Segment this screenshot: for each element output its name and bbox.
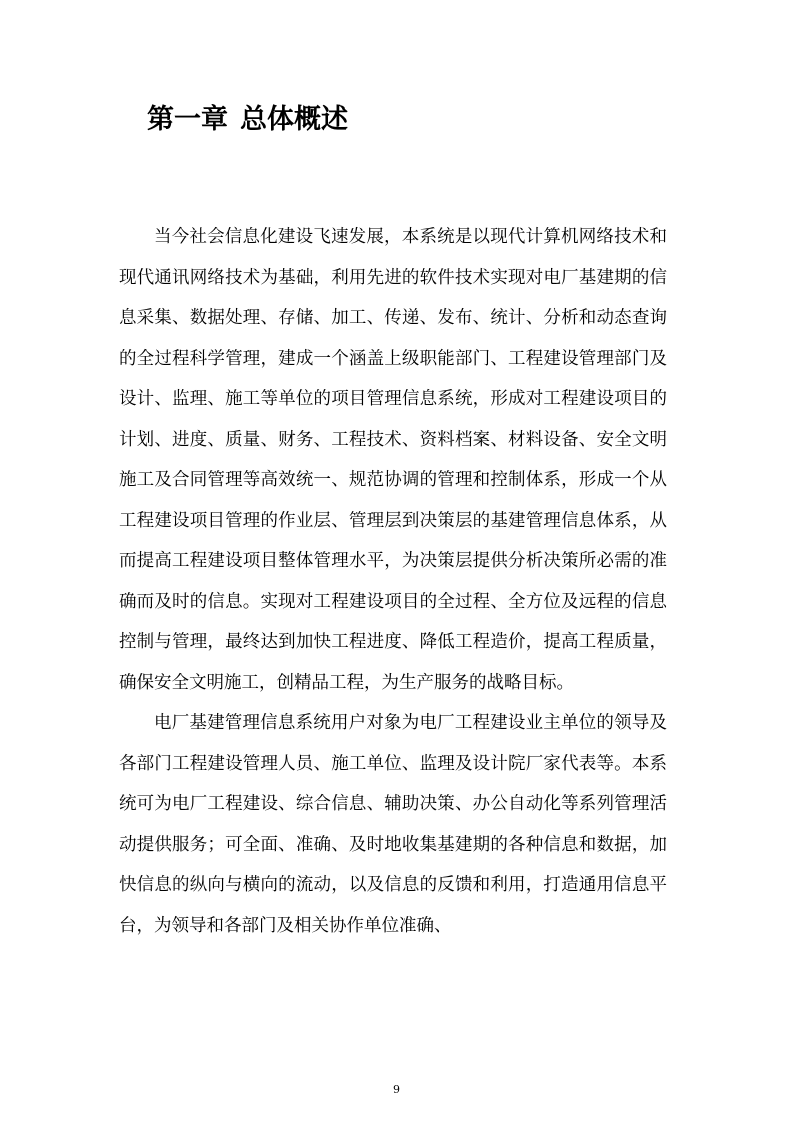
chapter-heading: 总体概述 — [240, 104, 348, 135]
chapter-title — [147, 98, 348, 142]
chapter-number: 第一章 — [147, 104, 228, 135]
page-number: 9 — [393, 1083, 400, 1096]
body-text — [119, 217, 667, 946]
paragraph: 电厂基建管理信息系统用户对象为电厂工程建设业主单位的领导及各部门工程建设管理人员、施工单位、监理及设计院厂家代表等。本系统可为电厂工程建设、综合信息、辅助决策、办公自动化等系列管理活动提供服务；可全面、准确、及时地收集基建期的各种信息和数据，加快信息的纵向与横向的流动，以及信息的反馈和利用，打造通用信息平台，为领导和各部门及相关协作单位准确、 — [119, 713, 667, 936]
paragraph: 当今社会信息化建设飞速发展，本系统是以现代计算机网络技术和现代通讯网络技术为基础，利用先进的软件技术实现对电厂基建期的信息采集、数据处理、存储、加工、传递、发布、统计、分析和动态查询的全过程科学管理，建成一个涵盖上级职能部门、工程建设管理部门及设计、监理、施工等单位的项目管理信息系统，形成对工程建设项目的计划、进度、质量、财务、工程技术、资料档案、材料设备、安全文明施工及合同管理等高效统一、规范协调的管理和控制体系，形成一个从工程建设项目管理的作业层、管理层到决策层的基建管理信息体系，从而提高工程建设项目整体管理水平，为决策层提供分析决策所必需的准确而及时的信息。实现对工程建设项目的全过程、全方位及远程的信息控制与管理，最终达到加快工程进度、降低工程造价，提高工程质量，确保安全文明施工，创精品工程，为生产服务的战略目标。 — [119, 227, 667, 693]
